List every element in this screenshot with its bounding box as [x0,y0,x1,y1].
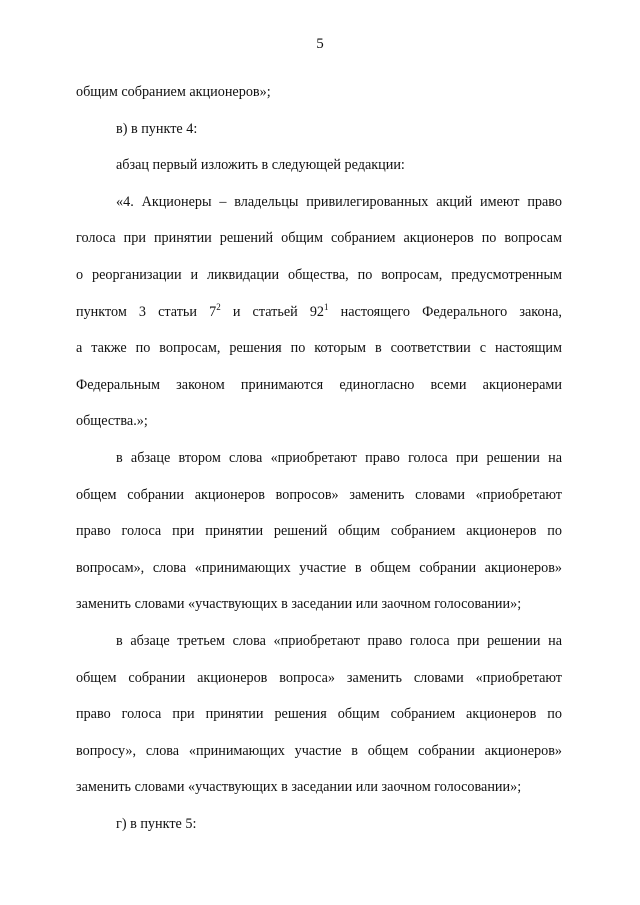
document-body [76,74,562,842]
paragraph-item-g: г) в пункте 5: [116,815,197,832]
text-line-with-superscripts [76,294,562,331]
text-segment: и статьей 92 [220,303,325,320]
superscript: 2 [216,301,221,312]
text-segment: настоящего Федерального закона, [328,303,562,320]
text-line: право голоса при принятии решений общим собранием акционеров по [76,523,562,540]
text-line: голоса при принятии решений общим собранием акционеров по вопросам [76,230,562,247]
text-line: заменить словами «участвующих в заседании или заочном голосовании»; [76,596,522,613]
text-segment: пунктом 3 статьи 7 [76,303,217,320]
text-line: вопросам», слова «принимающих участие в общем собрании акционеров» [76,559,562,576]
paragraph-continuation [76,74,562,111]
text-line: вопросу», слова «принимающих участие в общем собрании акционеров» [76,742,562,759]
paragraph-second-abzac [76,440,562,623]
paragraph-third-abzac [76,623,562,806]
text-line: общем собрании акционеров вопросов» заменить словами «приобретают [76,486,562,503]
text-line: заменить словами «участвующих в заседании или заочном голосовании»; [76,779,522,796]
text-line: а также по вопросам, решения по которым в соответствии с настоящим [76,340,562,357]
text-line: «4. Акционеры – владельцы привилегированных акций имеют право [116,193,562,210]
paragraph-new-wording [76,184,562,440]
text-line: о реорганизации и ликвидации общества, по вопросам, предусмотренным [76,266,562,283]
text-line: общем собрании акционеров вопроса» заменить словами «приобретают [76,669,562,686]
superscript: 1 [324,301,329,312]
text-line: в абзаце втором слова «приобретают право голоса при решении на [116,449,562,466]
text-line: в абзаце третьем слова «приобретают право голоса при решении на [116,632,562,649]
text-line: право голоса при принятии решения общим собранием акционеров по [76,706,562,723]
paragraph-instruction: абзац первый изложить в следующей редакции: [116,157,405,174]
paragraph-item-v: в) в пункте 4: [116,120,198,137]
text-line: Федеральным законом принимаются единогласно всеми акционерами [76,376,562,393]
text-line: общим собранием акционеров»; [76,84,271,100]
text-line: общества.»; [76,413,148,430]
page-number: 5 [316,36,324,52]
